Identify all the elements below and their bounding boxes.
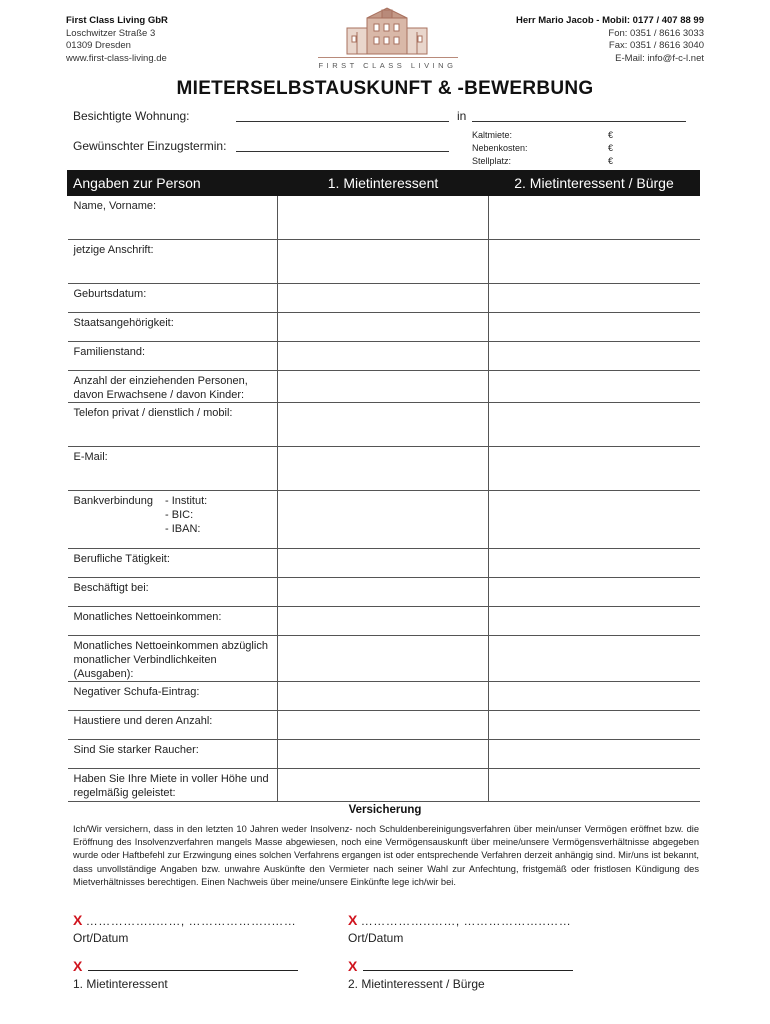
location-field[interactable] <box>472 121 686 122</box>
signature-line <box>363 961 573 971</box>
table-row <box>68 342 700 371</box>
table-header <box>68 171 700 196</box>
company-website: www.first-class-living.de <box>66 52 167 64</box>
company-street: Loschwitzer Straße 3 <box>66 27 156 39</box>
declaration-text: Ich/Wir versichern, dass in den letzten 10 Jahren weder Insolvenz- noch Schuldenbereinigungsverfahren über mein/unser Vermögen eröffnet bzw. die Eröffnung des Insolvenzverfahren mangels Masse abgewiesen, noch eine Vermögensauskunft über meine/unsere Vermögensverhältnisse abgegeben wurde oder Haftbefehl zur Erzwingung eines solchen Verfahrens ergangen ist oder entsprechende Verfahren derzeit anhängig sind. Mir/uns ist bekannt, dass unvollständige Angaben bzw. unwahre Auskünfte den Vermieter nach seiner Wahl zur Anfechtung, fristgemäß oder fristlosen Kündigung des Mietverhältnisses berechtigen. Einen Nachweis über meine/unsere Einkünfte lege ich/wir bei. <box>73 824 699 887</box>
row-label: Anzahl der einziehenden Personen, davon Erwachsene / davon Kinder: <box>68 371 278 403</box>
contact-info <box>516 15 704 65</box>
company-city: 01309 Dresden <box>66 40 131 51</box>
cost-row[interactable]: Kaltmiete: € <box>472 130 614 140</box>
table-row <box>68 549 700 578</box>
row-label: Telefon privat / dienstlich / mobil: <box>68 403 278 447</box>
table-row <box>68 636 700 682</box>
applicant-2-cell[interactable] <box>489 342 700 371</box>
applicant-2-cell[interactable] <box>489 447 700 491</box>
signer-2-label: 2. Mietinteressent / Bürge <box>348 977 485 991</box>
applicant-2-cell[interactable] <box>489 371 700 403</box>
applicant-2-cell[interactable] <box>489 682 700 711</box>
sign-mark: X <box>348 912 358 928</box>
applicant-2-cell[interactable] <box>489 607 700 636</box>
contact-phone: Fon: 0351 / 8616 3033 <box>608 27 704 39</box>
table-row <box>68 284 700 313</box>
table-row <box>68 491 700 549</box>
applicant-1-cell[interactable] <box>278 682 489 711</box>
move-in-field[interactable] <box>236 151 449 152</box>
signature-field-1[interactable] <box>73 958 298 974</box>
applicant-1-cell[interactable] <box>278 769 489 802</box>
applicant-1-cell[interactable] <box>278 196 489 240</box>
row-label: Haustiere und deren Anzahl: <box>68 711 278 740</box>
table-row <box>68 240 700 284</box>
page-title: MIETERSELBSTAUSKUNFT & -BEWERBUNG <box>176 78 594 99</box>
move-in-label: Gewünschter Einzugstermin: <box>73 139 227 153</box>
row-label: Monatliches Nettoeinkommen: <box>68 607 278 636</box>
row-label-bank <box>68 491 278 549</box>
applicant-1-cell[interactable] <box>278 549 489 578</box>
header-applicant-2: 2. Mietinteressent / Bürge <box>489 171 700 196</box>
applicant-2-cell[interactable] <box>489 711 700 740</box>
row-label: Negativer Schufa-Eintrag: <box>68 682 278 711</box>
table-row <box>68 711 700 740</box>
applicant-2-cell[interactable] <box>489 636 700 682</box>
signature-field-2[interactable] <box>348 958 573 974</box>
applicant-1-cell[interactable] <box>278 313 489 342</box>
applicant-2-cell[interactable] <box>489 740 700 769</box>
signer-1-label: 1. Mietinteressent <box>73 977 168 991</box>
applicant-1-cell[interactable] <box>278 740 489 769</box>
company-name: First Class Living GbR <box>66 15 168 26</box>
contact-mobile: Herr Mario Jacob - Mobil: 0177 / 407 88 99 <box>516 15 704 26</box>
applicant-2-cell[interactable] <box>489 549 700 578</box>
applicant-2-cell[interactable] <box>489 240 700 284</box>
applicant-2-cell[interactable] <box>489 578 700 607</box>
table-row <box>68 403 700 447</box>
sign-mark: X <box>73 912 83 928</box>
applicant-1-cell[interactable] <box>278 342 489 371</box>
row-label: Sind Sie starker Raucher: <box>68 740 278 769</box>
row-label: Beschäftigt bei: <box>68 578 278 607</box>
applicant-1-cell[interactable] <box>278 636 489 682</box>
applicant-1-cell[interactable] <box>278 371 489 403</box>
applicant-1-cell[interactable] <box>278 491 489 549</box>
cost-block <box>472 129 614 168</box>
applicant-1-cell[interactable] <box>278 240 489 284</box>
applicant-2-cell[interactable] <box>489 284 700 313</box>
header-person-info: Angaben zur Person <box>68 171 278 196</box>
table-row <box>68 447 700 491</box>
declaration-title: Versicherung <box>348 804 422 816</box>
logo-wordmark: FIRST CLASS LIVING <box>318 61 457 70</box>
cost-row[interactable]: Stellplatz: € <box>472 156 614 166</box>
contact-email: E-Mail: info@f-c-l.net <box>615 52 704 64</box>
table-row <box>68 740 700 769</box>
table-row <box>68 313 700 342</box>
bank-sub-labels: - Institut: - BIC: - IBAN: <box>165 495 208 535</box>
row-label: Berufliche Tätigkeit: <box>68 549 278 578</box>
table-row <box>68 769 700 802</box>
table-row <box>68 578 700 607</box>
row-label: Name, Vorname: <box>68 196 278 240</box>
apartment-field[interactable] <box>236 121 449 122</box>
sign-mark: X <box>73 958 83 974</box>
place-date-label-1: Ort/Datum <box>73 931 129 945</box>
apartment-label: Besichtigte Wohnung: <box>73 109 190 123</box>
row-label: Staatsangehörigkeit: <box>68 313 278 342</box>
row-label: Monatliches Nettoeinkommen abzüglich monatlicher Verbindlichkeiten (Ausgaben): <box>68 636 278 682</box>
applicant-2-cell[interactable] <box>489 491 700 549</box>
place-date-label-2: Ort/Datum <box>348 931 404 945</box>
table-row <box>68 682 700 711</box>
row-label: Haben Sie Ihre Miete in voller Höhe und regelmäßig geleistet: <box>68 769 278 802</box>
applicant-2-cell[interactable] <box>489 769 700 802</box>
applicant-1-cell[interactable] <box>278 578 489 607</box>
table-row <box>68 196 700 240</box>
row-label: E-Mail: <box>68 447 278 491</box>
applicant-2-cell[interactable] <box>489 403 700 447</box>
applicant-1-cell[interactable] <box>278 284 489 313</box>
table-row <box>68 607 700 636</box>
applicant-1-cell[interactable] <box>278 607 489 636</box>
row-label: Geburtsdatum: <box>68 284 278 313</box>
applicant-1-cell[interactable] <box>278 403 489 447</box>
row-label: jetzige Anschrift: <box>68 240 278 284</box>
place-date-field-1[interactable]: X ……………..……, ………………..…… <box>73 912 297 928</box>
sign-mark: X <box>348 958 358 974</box>
applicant-2-cell[interactable] <box>489 313 700 342</box>
bank-label: Bankverbindung <box>73 495 154 507</box>
table-row <box>68 371 700 403</box>
applicant-1-cell[interactable] <box>278 447 489 491</box>
signature-line <box>88 961 298 971</box>
applicant-2-cell[interactable] <box>489 196 700 240</box>
row-label: Familienstand: <box>68 342 278 371</box>
contact-fax: Fax: 0351 / 8616 3040 <box>608 40 704 51</box>
in-label: in <box>457 109 467 123</box>
place-date-field-2[interactable]: X ……………..……, ………………..…… <box>348 912 572 928</box>
applicant-table <box>67 170 700 802</box>
logo-divider <box>318 57 458 58</box>
cost-row[interactable]: Nebenkosten: € <box>472 143 614 153</box>
header-applicant-1: 1. Mietinteressent <box>278 171 489 196</box>
applicant-1-cell[interactable] <box>278 711 489 740</box>
company-address <box>66 15 168 65</box>
